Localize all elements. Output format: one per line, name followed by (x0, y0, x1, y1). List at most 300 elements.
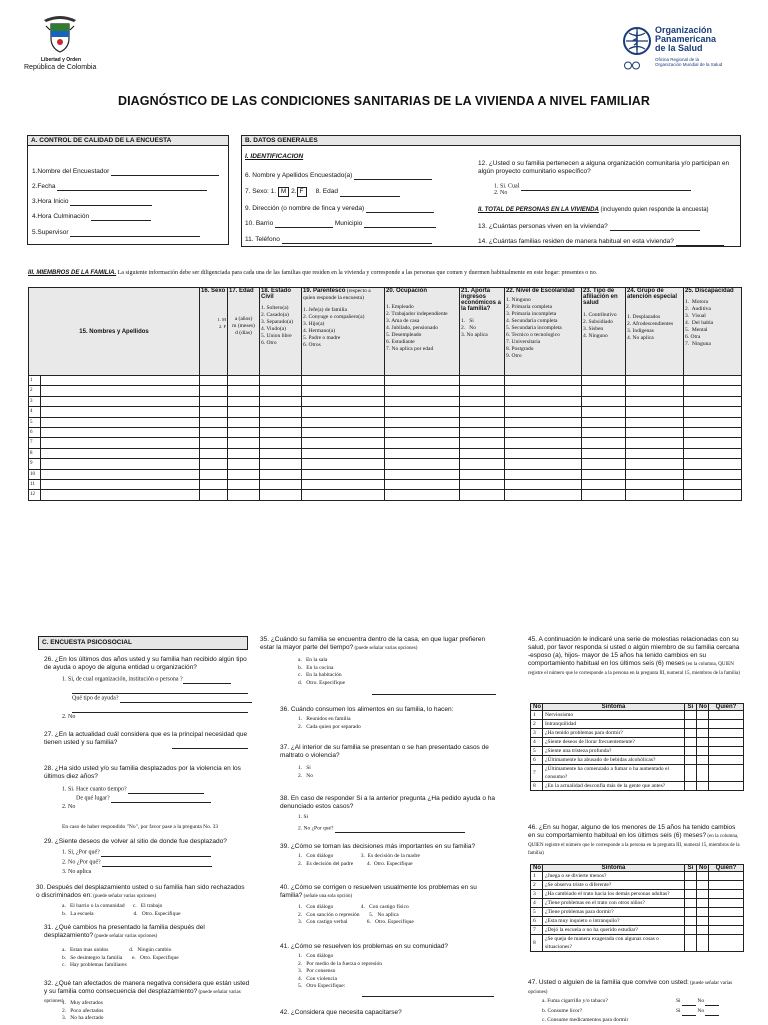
member-cell[interactable] (582, 386, 626, 396)
org-name-line2: Panamericana (655, 34, 717, 44)
member-cell[interactable] (684, 427, 742, 437)
member-cell[interactable] (684, 407, 742, 417)
member-cell[interactable] (582, 490, 626, 500)
member-cell[interactable] (626, 376, 684, 386)
member-row-number: 5 (29, 417, 41, 427)
q28-input1[interactable] (128, 785, 204, 794)
member-cell[interactable] (505, 407, 582, 417)
col-sexo-title: 16. Sexo (201, 288, 226, 294)
col-atencion-opts: 1. Desplazados 2. Afrodescendientes 3. Indigenas 4. No aplica (627, 314, 674, 341)
q46-label: 46. ¿En su hogar, alguno de los menores de 15 años ha tenido cambios en su comportamiento habitual en los últimos seis (6) meses? (528, 824, 736, 839)
member-cell[interactable] (200, 386, 228, 396)
member-cell[interactable] (260, 448, 302, 458)
member-cell[interactable] (41, 376, 200, 386)
input-supervisor[interactable] (70, 228, 200, 237)
member-cell[interactable] (505, 459, 582, 469)
q41-options: 1. Con diálogo 2. Por medio de la fuerza o represión 3. Por consenso 4. Con violencia 5. Otro Especifique: (298, 953, 382, 989)
member-cell[interactable] (684, 459, 742, 469)
member-cell[interactable] (200, 438, 228, 448)
sym45-no-cell[interactable] (697, 720, 709, 729)
member-cell[interactable] (260, 469, 302, 479)
member-cell[interactable] (200, 490, 228, 500)
member-cell[interactable] (582, 417, 626, 427)
member-row-number: 10 (29, 469, 41, 479)
col-civil (260, 288, 302, 376)
member-cell[interactable] (684, 438, 742, 448)
q26-input1b[interactable] (72, 685, 248, 694)
sym45-no-cell[interactable] (697, 747, 709, 756)
member-cell[interactable] (302, 490, 385, 500)
sym46-quien-cell[interactable] (709, 881, 744, 890)
sym45-no-cell[interactable] (697, 738, 709, 747)
sym45-si-cell[interactable] (685, 738, 697, 747)
member-cell[interactable] (684, 396, 742, 406)
q40-note: (señale una sola opción) (302, 894, 353, 899)
member-cell[interactable] (260, 427, 302, 437)
q47-b-si: Si (676, 1008, 681, 1014)
member-cell[interactable] (626, 386, 684, 396)
member-cell[interactable] (260, 407, 302, 417)
member-cell[interactable] (228, 438, 260, 448)
member-cell[interactable] (582, 448, 626, 458)
q27-text: 27. ¿En la actualidad cuál considera que es la principal necesidad que tienen usted y su familia? (44, 731, 248, 746)
member-cell[interactable] (228, 469, 260, 479)
q35-input[interactable] (372, 686, 496, 695)
member-cell[interactable] (260, 417, 302, 427)
field-fecha (32, 182, 207, 191)
q38-opt2 (298, 824, 465, 833)
member-cell[interactable] (385, 490, 460, 500)
member-row-number: 7 (29, 438, 41, 448)
member-cell[interactable] (626, 459, 684, 469)
member-row-number: 4 (29, 407, 41, 417)
member-cell[interactable] (385, 427, 460, 437)
q32-label: 32. ¿Qué tan afectados de manera negativa considera que están usted y su familia como consecuencia del desplazamiento? (44, 980, 250, 995)
sym45-no-cell[interactable] (697, 711, 709, 720)
col-parentesco (302, 288, 385, 376)
member-cell[interactable] (385, 396, 460, 406)
member-cell[interactable] (200, 479, 228, 489)
col-discapacidad-title: 25. Discapacidad (685, 288, 734, 294)
member-cell[interactable] (505, 376, 582, 386)
member-cell[interactable] (41, 459, 200, 469)
sym46-quien-cell[interactable] (709, 890, 744, 899)
sym46-si-cell[interactable] (685, 917, 697, 926)
member-row (29, 386, 742, 396)
q37-options: 1. Si 2. No (298, 765, 313, 779)
sym46-si-cell[interactable] (685, 872, 697, 881)
label-q7b: 2. (291, 188, 297, 195)
member-cell[interactable] (228, 490, 260, 500)
q29-input1[interactable] (101, 848, 211, 857)
field-q9 (245, 204, 434, 213)
sym45-quien-cell[interactable] (709, 747, 744, 756)
sym45-no-cell[interactable] (697, 756, 709, 765)
member-cell[interactable] (200, 459, 228, 469)
member-cell[interactable] (505, 438, 582, 448)
member-cell[interactable] (200, 376, 228, 386)
input-fecha[interactable] (57, 182, 207, 191)
member-cell[interactable] (460, 469, 505, 479)
member-cell[interactable] (200, 469, 228, 479)
sym46-row (531, 872, 744, 881)
member-cell[interactable] (260, 396, 302, 406)
q45-text (528, 636, 742, 677)
member-cell[interactable] (302, 407, 385, 417)
input-barrio[interactable] (275, 219, 333, 228)
member-cell[interactable] (460, 417, 505, 427)
member-cell[interactable] (460, 448, 505, 458)
member-cell[interactable] (684, 376, 742, 386)
member-cell[interactable] (41, 448, 200, 458)
q47-a-si-input[interactable] (682, 999, 696, 1006)
field-supervisor (32, 228, 200, 237)
sym46-quien-cell[interactable] (709, 899, 744, 908)
member-cell[interactable] (302, 417, 385, 427)
sym46-symptom: ¿Ha cambiado el trato hacia los demás personas adultas? (543, 890, 685, 899)
member-cell[interactable] (684, 448, 742, 458)
total-personas (478, 207, 709, 215)
q47-b-no-input[interactable] (705, 1009, 719, 1016)
sym46-no-cell[interactable] (697, 881, 709, 890)
member-cell[interactable] (302, 479, 385, 489)
member-cell[interactable] (260, 459, 302, 469)
member-cell[interactable] (505, 469, 582, 479)
label-hora-culminacion: 4.Hora Culminación (32, 213, 90, 220)
member-cell[interactable] (228, 427, 260, 437)
member-cell[interactable] (200, 417, 228, 427)
q41-input[interactable] (362, 988, 494, 997)
member-row (29, 427, 742, 437)
sym46-no-cell[interactable] (697, 899, 709, 908)
q47-note: (puede señalar varias opciones) (528, 981, 733, 995)
member-cell[interactable] (41, 386, 200, 396)
q47-b-answer[interactable] (676, 1008, 719, 1016)
q29-opt2 (62, 858, 212, 867)
page-title: DIAGNÓSTICO DE LAS CONDICIONES SANITARIAS DE LA VIVIENDA A NIVEL FAMILIAR (117, 94, 651, 108)
member-cell[interactable] (385, 479, 460, 489)
member-cell[interactable] (626, 469, 684, 479)
member-cell[interactable] (460, 386, 505, 396)
member-cell[interactable] (302, 396, 385, 406)
q26-input1[interactable] (183, 675, 231, 684)
field-hora-culminacion (32, 212, 151, 221)
sym45-si-cell[interactable] (685, 782, 697, 791)
member-cell[interactable] (626, 490, 684, 500)
q47-b-si-input[interactable] (682, 1009, 696, 1016)
col-ocupacion-title: 20. Ocupación (386, 288, 428, 294)
sym45-quien-cell[interactable] (709, 738, 744, 747)
sym46-si-cell[interactable] (685, 935, 697, 952)
member-cell[interactable] (460, 407, 505, 417)
input-q14[interactable] (676, 237, 724, 246)
member-cell[interactable] (505, 386, 582, 396)
q27-input[interactable] (172, 740, 248, 749)
sym46-no-cell[interactable] (697, 917, 709, 926)
member-cell[interactable] (582, 376, 626, 386)
member-cell[interactable] (228, 479, 260, 489)
member-cell[interactable] (260, 386, 302, 396)
sym45-no-cell[interactable] (697, 782, 709, 791)
sym45-quien-cell[interactable] (709, 756, 744, 765)
member-cell[interactable] (684, 490, 742, 500)
member-cell[interactable] (228, 386, 260, 396)
sym45-row (531, 711, 744, 720)
member-cell[interactable] (582, 427, 626, 437)
q12-input[interactable] (521, 182, 691, 191)
member-cell[interactable] (626, 417, 684, 427)
input-edad[interactable] (340, 188, 400, 197)
member-cell[interactable] (302, 386, 385, 396)
q28-input2[interactable] (111, 794, 211, 803)
label-fecha: 2.Fecha (32, 183, 56, 190)
member-cell[interactable] (460, 490, 505, 500)
sym45-si-cell[interactable] (685, 747, 697, 756)
member-cell[interactable] (582, 438, 626, 448)
member-cell[interactable] (200, 407, 228, 417)
member-cell[interactable] (460, 376, 505, 386)
sym46-symptom: ¿Esta muy inquieto o intranquilo? (543, 917, 685, 926)
sym46-no-cell[interactable] (697, 890, 709, 899)
input-encuestador[interactable] (111, 167, 219, 176)
member-cell[interactable] (228, 417, 260, 427)
member-cell[interactable] (41, 427, 200, 437)
sym45-si-cell[interactable] (685, 729, 697, 738)
member-cell[interactable] (684, 479, 742, 489)
col-escolaridad-opts: 1. Ninguno 2. Primaria completa 3. Primaria incompleta 4. Secundaria completa 5. Secundaria incompleta 6. Tecnico o tecnologico 7. Universitaria 8. Postgrado 9. Otro (506, 297, 562, 359)
q26-input2[interactable] (120, 694, 252, 703)
q26-input3[interactable] (72, 704, 248, 713)
col-escolaridad (505, 288, 582, 376)
member-cell[interactable] (626, 427, 684, 437)
sym45-symptom: ¿En la actualidad desconfía más de la gente que antes? (543, 782, 685, 791)
label-hora-inicio: 3.Hora Inicio (32, 198, 69, 205)
member-cell[interactable] (582, 469, 626, 479)
member-cell[interactable] (385, 386, 460, 396)
sym46-row-number: 3 (531, 890, 543, 899)
member-cell[interactable] (684, 386, 742, 396)
member-cell[interactable] (626, 479, 684, 489)
member-cell[interactable] (460, 427, 505, 437)
sym45-quien-cell[interactable] (709, 720, 744, 729)
member-cell[interactable] (626, 407, 684, 417)
member-cell[interactable] (582, 479, 626, 489)
q38-opt1: 1. Si (298, 814, 309, 820)
member-cell[interactable] (626, 438, 684, 448)
sym46-no-cell[interactable] (697, 935, 709, 952)
sym46-row (531, 935, 744, 952)
sym46-symptom: ¿Juega o se divierte menos? (543, 872, 685, 881)
sym46-quien-cell[interactable] (709, 935, 744, 952)
sym45-si-cell[interactable] (685, 711, 697, 720)
sym45-row (531, 782, 744, 791)
member-cell[interactable] (385, 469, 460, 479)
q35-options: a. En la sala b. En la cocina c. En la habitación d. Otro. Especifique (298, 657, 346, 686)
org-subtitle (655, 57, 722, 67)
member-cell[interactable] (260, 438, 302, 448)
sym46-no-cell[interactable] (697, 926, 709, 935)
q47-b: b. Consume licor? (542, 1008, 583, 1014)
sym45-quien-cell[interactable] (709, 782, 744, 791)
member-cell[interactable] (302, 438, 385, 448)
member-cell[interactable] (302, 459, 385, 469)
member-cell[interactable] (582, 407, 626, 417)
q47-a-answer[interactable] (676, 998, 719, 1006)
sym46-row-number: 4 (531, 899, 543, 908)
q46-note: (en la columna, QUIEN registre el número que le corresponde a la persona en la pregunta III, numeral 15, miembros de la familia) (528, 834, 740, 856)
sym45-row (531, 738, 744, 747)
sym45-quien-cell[interactable] (709, 765, 744, 782)
sym45-symptom: Nerviosismo (543, 711, 685, 720)
org-name-line3: de la Salud (655, 43, 703, 53)
member-row-number: 6 (29, 427, 41, 437)
col-aporta (460, 288, 505, 376)
member-cell[interactable] (200, 427, 228, 437)
member-cell[interactable] (228, 448, 260, 458)
member-cell[interactable] (260, 479, 302, 489)
section-c-header (38, 636, 248, 650)
member-cell[interactable] (200, 448, 228, 458)
member-cell[interactable] (582, 459, 626, 469)
input-q6[interactable] (354, 171, 432, 180)
shield-motto: Libertad y Orden (40, 57, 81, 63)
member-cell[interactable] (228, 396, 260, 406)
sym46-row (531, 881, 744, 890)
member-cell[interactable] (684, 469, 742, 479)
sym45-row (531, 720, 744, 729)
sexo-f-box[interactable]: F (297, 187, 307, 197)
input-q13[interactable] (610, 222, 700, 231)
member-cell[interactable] (505, 479, 582, 489)
member-cell[interactable] (228, 376, 260, 386)
member-cell[interactable] (41, 479, 200, 489)
member-cell[interactable] (505, 396, 582, 406)
org-sub-line2: Organización Mundial de la Salud (655, 62, 723, 67)
q29-text: 29. ¿Siente deseos de volver al sitio de donde fue desplazado? (44, 838, 227, 845)
sym46-no-cell[interactable] (697, 872, 709, 881)
sym46-si-cell[interactable] (685, 926, 697, 935)
member-cell[interactable] (626, 396, 684, 406)
q47-a-no-input[interactable] (705, 999, 719, 1006)
member-cell[interactable] (302, 376, 385, 386)
member-cell[interactable] (385, 448, 460, 458)
col-afiliacion-title: 23. Tipo de afiliación en salud (583, 288, 618, 306)
q31-options: a. Estan mas unidos d. Ningún cambio b. Se desintegro la familia e. Otro. Especifique c. Hay problemas familiares (62, 947, 179, 968)
member-cell[interactable] (41, 490, 200, 500)
member-cell[interactable] (41, 417, 200, 427)
sym46-si-cell[interactable] (685, 890, 697, 899)
member-cell[interactable] (41, 396, 200, 406)
sym46-quien-cell[interactable] (709, 872, 744, 881)
input-telefono[interactable] (282, 235, 432, 244)
sym46-si-cell[interactable] (685, 899, 697, 908)
sym46-si-cell[interactable] (685, 881, 697, 890)
q28-opt1b-label: De qué lugar? (76, 795, 110, 802)
member-row (29, 490, 742, 500)
sym46-quien-cell[interactable] (709, 917, 744, 926)
sym46-si-cell[interactable] (685, 908, 697, 917)
member-cell[interactable] (41, 407, 200, 417)
member-cell[interactable] (41, 438, 200, 448)
member-cell[interactable] (41, 469, 200, 479)
member-cell[interactable] (385, 459, 460, 469)
member-cell[interactable] (385, 376, 460, 386)
q30-label: 30. Después del desplazamiento usted o su familia han sido rechazados o discriminados en: (36, 884, 245, 899)
sym45-row-number: 6 (531, 756, 543, 765)
sym45-si-cell[interactable] (685, 756, 697, 765)
member-cell[interactable] (228, 459, 260, 469)
member-cell[interactable] (505, 417, 582, 427)
sym45-row-number: 4 (531, 738, 543, 747)
q28-opt2: 2. No (62, 804, 76, 810)
member-cell[interactable] (460, 396, 505, 406)
member-cell[interactable] (505, 448, 582, 458)
input-municipio[interactable] (364, 219, 436, 228)
q45-label: 45. A continuación le indicaré una serie de molestias relacionadas con su salud, por favor responda si usted o algún miembro de su familia cercana -esposo (a), hijos- mayor de 15 años ha tenido cambios en su comportamiento habitual en los últimos seis (6) meses (528, 636, 740, 667)
member-cell[interactable] (385, 438, 460, 448)
sym45-no-cell[interactable] (697, 729, 709, 738)
sym45-quien-cell[interactable] (709, 729, 744, 738)
q40-text (280, 884, 496, 901)
member-cell[interactable] (302, 427, 385, 437)
member-cell[interactable] (260, 376, 302, 386)
sym46-quien-cell[interactable] (709, 908, 744, 917)
member-cell[interactable] (302, 448, 385, 458)
col-aporta-opts: 1. Si 2. No 3. No aplica (461, 318, 488, 338)
input-hora-culminacion[interactable] (91, 212, 151, 221)
q26-opt2: 2. No (62, 714, 76, 720)
sym45-no-cell[interactable] (697, 765, 709, 782)
sexo-m-box[interactable]: M (278, 187, 289, 197)
field-q6 (245, 171, 432, 180)
sym46-no-cell[interactable] (697, 908, 709, 917)
member-cell[interactable] (505, 490, 582, 500)
q39-text: 39. ¿Cómo se toman las decisiones más importantes en su familia? (280, 843, 476, 850)
q38-input[interactable] (335, 824, 465, 833)
member-cell[interactable] (228, 407, 260, 417)
member-cell[interactable] (582, 396, 626, 406)
member-cell[interactable] (200, 396, 228, 406)
q30-options: a. El barrio o la comunidad c. El trabajo b. La escuela d. Otro. Especifique (62, 903, 181, 917)
sym45-h-si: Si (685, 704, 697, 711)
q41-text: 41. ¿Cómo se resuelven los problemas en su comunidad? (280, 943, 449, 950)
sym45-h-sintoma: Síntoma (543, 704, 685, 711)
q29-input2[interactable] (102, 858, 212, 867)
member-row-number: 9 (29, 459, 41, 469)
member-cell[interactable] (385, 407, 460, 417)
sym45-quien-cell[interactable] (709, 711, 744, 720)
member-cell[interactable] (460, 479, 505, 489)
input-hora-inicio[interactable] (70, 197, 152, 206)
member-cell[interactable] (684, 417, 742, 427)
member-cell[interactable] (260, 490, 302, 500)
sym45-si-cell[interactable] (685, 720, 697, 729)
member-cell[interactable] (385, 417, 460, 427)
member-cell[interactable] (460, 459, 505, 469)
member-cell[interactable] (505, 427, 582, 437)
sym45-si-cell[interactable] (685, 765, 697, 782)
member-row-number: 11 (29, 479, 41, 489)
member-row (29, 407, 742, 417)
q38-text: 38. En caso de responder Si a la anterior pregunta ¿Ha pedido ayuda o ha denunciado estos casos? (280, 795, 496, 810)
member-cell[interactable] (460, 438, 505, 448)
field-q13 (478, 222, 700, 231)
member-cell[interactable] (626, 448, 684, 458)
sym46-quien-cell[interactable] (709, 926, 744, 935)
q47-c: c. Consume medicamentos para dormir (542, 1017, 629, 1023)
member-cell[interactable] (302, 469, 385, 479)
input-q9[interactable] (366, 204, 434, 213)
